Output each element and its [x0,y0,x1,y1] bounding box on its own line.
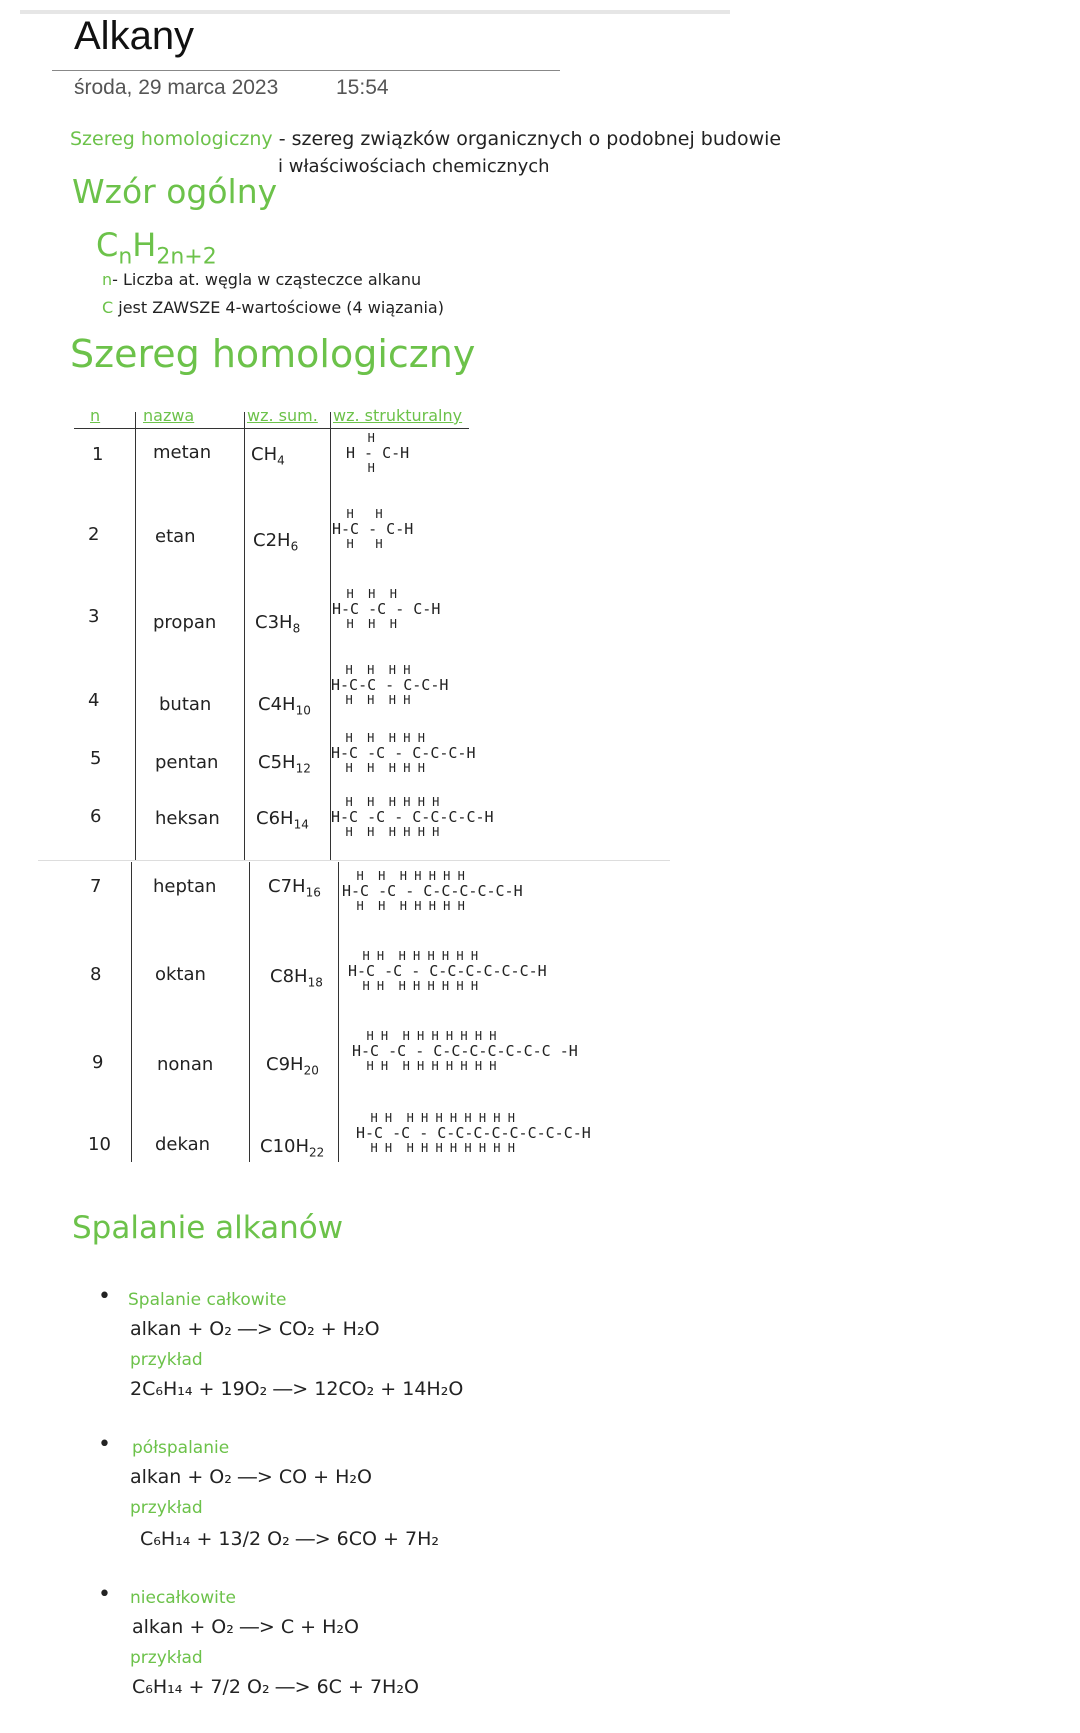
row-10-struct-top: H H H H H H H H H H [356,1111,515,1125]
row-6-struct [331,796,494,839]
definition-dash: - [272,128,292,150]
row-4-sum-sub: 10 [295,703,311,718]
table-vline-2a [244,412,245,860]
definition-text-1: szereg związków organicznych o podobnej budowie [291,128,782,150]
row-3-name: propan [153,612,217,633]
row-6-n: 6 [90,806,102,827]
row-6-sum [256,808,309,832]
row-3-n: 3 [88,606,100,627]
row-6-struct-bottom: H H H H H H [331,824,440,839]
bullet-icon: • [98,1284,111,1309]
row-4-struct-main: H-C-C - C-C-H [331,676,449,695]
row-1-struct [346,432,409,475]
row-7-sum [268,876,321,900]
combustion-1-example-label: przykład [130,1350,203,1370]
row-9-struct-top: H H H H H H H H H [352,1029,497,1043]
general-formula-heading: Wzór ogólny [72,172,278,211]
row-7-struct [342,870,523,913]
row-6-sum-base: C6H [256,808,294,829]
table-vline-1b [131,862,132,1162]
row-5-struct-main: H-C -C - C-C-C-H [331,744,476,763]
row-7-sum-sub: 16 [305,885,321,900]
row-9-sum-base: C9H [266,1054,304,1075]
combustion-1-label: Spalanie całkowite [128,1290,287,1310]
row-2-struct-main: H-C - C-H [332,520,414,539]
row-10-sum-sub: 22 [309,1145,325,1160]
table-header-line [74,428,469,429]
combustion-3-example-label: przykład [130,1648,203,1668]
row-8-n: 8 [90,964,102,985]
row-9-sum [266,1054,319,1078]
formula-n: n [118,244,133,270]
row-5-struct-bottom: H H H H H [331,760,425,775]
row-1-sum-sub: 4 [277,453,285,468]
definition-line [70,128,781,150]
row-2-sum-base: C2H [253,530,291,551]
row-1-n: 1 [92,444,104,465]
row-8-sum-base: C8H [270,966,308,987]
row-4-sum [258,694,311,718]
row-7-name: heptan [153,876,217,897]
definition-text-2: i właściwościach chemicznych [278,156,550,177]
row-10-sum-base: C10H [260,1136,310,1157]
row-7-struct-bottom: H H H H H H H [342,898,465,913]
page-break-line [38,860,670,861]
row-9-struct-bottom: H H H H H H H H H [352,1058,497,1073]
row-4-name: butan [159,694,212,715]
row-9-n: 9 [92,1052,104,1073]
row-9-sum-sub: 20 [303,1063,319,1078]
row-8-sum [270,966,323,990]
combustion-2-example: C₆H₁₄ + 13/2 O₂ ―> 6CO + 7H₂ [140,1528,439,1550]
row-8-struct [348,950,547,993]
table-vline-1a [135,412,136,860]
combustion-heading: Spalanie alkanów [72,1210,344,1246]
row-5-sum-base: C5H [258,752,296,773]
row-2-name: etan [155,526,196,547]
row-3-struct-bottom: H H H [332,616,398,631]
page-title[interactable]: Alkany [74,14,195,58]
combustion-3-general: alkan + O₂ ―> C + H₂O [132,1616,359,1638]
combustion-1-example: 2C₆H₁₄ + 19O₂ ―> 12CO₂ + 14H₂O [130,1378,464,1400]
row-1-struct-main: H - C-H [346,444,410,463]
definition-term: Szereg homologiczny [70,128,273,150]
row-10-sum [260,1136,324,1160]
table-vline-3b [338,862,339,1162]
title-underline [52,70,560,71]
combustion-3-example: C₆H₁₄ + 7/2 O₂ ―> 6C + 7H₂O [132,1676,419,1698]
row-5-sum [258,752,311,776]
combustion-3-label: niecałkowite [130,1588,236,1608]
bullet-icon: • [98,1582,111,1607]
row-8-struct-bottom: H H H H H H H H [348,978,479,993]
row-2-sum-sub: 6 [290,539,299,554]
row-5-name: pentan [155,752,219,773]
row-3-sum-base: C3H [255,612,293,633]
note-c-letter: C [102,298,114,317]
row-3-sum [255,612,300,636]
formula-h-subscript: 2n+2 [156,244,217,270]
row-4-struct-bottom: H H H H [331,692,411,707]
row-4-struct-top: H H H H [331,663,411,677]
row-2-struct-top: H H [332,507,383,521]
row-10-struct [356,1112,591,1155]
row-7-n: 7 [90,876,102,897]
row-1-sum [251,444,285,468]
row-6-name: heksan [155,808,220,829]
row-6-sum-sub: 14 [293,817,309,832]
page-time: 15:54 [336,76,389,99]
row-4-n: 4 [88,690,100,711]
note-n-text: - Liczba at. węgla w cząsteczce alkanu [112,270,422,289]
row-2-struct-bottom: H H [332,536,383,551]
combustion-1-general: alkan + O₂ ―> CO₂ + H₂O [130,1318,380,1340]
col-header-sum: wz. sum. [247,406,318,425]
note-c [102,298,444,317]
formula-c: C [96,226,119,264]
combustion-2-label: półspalanie [132,1438,230,1458]
col-header-struct: wz. strukturalny [333,406,463,425]
row-6-struct-main: H-C -C - C-C-C-C-H [331,808,494,827]
table-vline-2b [249,862,250,1162]
row-8-struct-main: H-C -C - C-C-C-C-C-C-H [348,962,547,981]
row-3-struct-top: H H H [332,587,398,601]
row-9-struct [352,1030,578,1073]
page-date: środa, 29 marca 2023 [74,76,279,99]
note-n [102,270,421,289]
row-3-sum-sub: 8 [292,621,301,636]
row-4-sum-base: C4H [258,694,296,715]
row-3-struct-main: H-C -C - C-H [332,600,441,619]
note-c-text: jest ZAWSZE 4-wartościowe (4 wiązania) [113,298,444,317]
row-4-struct [331,664,448,707]
note-n-letter: n [102,270,113,289]
row-2-n: 2 [88,524,100,545]
row-8-sum-sub: 18 [307,975,323,990]
table-vline-3a [330,412,331,860]
row-5-sum-sub: 12 [295,761,311,776]
row-1-name: metan [153,442,212,463]
row-2-sum [253,530,298,554]
row-6-struct-top: H H H H H H [331,795,440,809]
col-header-n: n [90,406,101,425]
row-9-struct-main: H-C -C - C-C-C-C-C-C-C -H [352,1042,578,1061]
row-8-name: oktan [155,964,206,985]
row-9-name: nonan [157,1054,214,1075]
row-3-struct [332,588,440,631]
row-7-sum-base: C7H [268,876,306,897]
row-10-n: 10 [88,1134,111,1155]
row-1-struct-bottom: H [346,460,375,475]
combustion-2-example-label: przykład [130,1498,203,1518]
row-2-struct [332,508,413,551]
row-5-struct [331,732,476,775]
row-10-struct-main: H-C -C - C-C-C-C-C-C-C-C-H [356,1124,591,1143]
series-heading: Szereg homologiczny [70,332,476,376]
general-formula [96,226,217,269]
row-1-sum-base: CH [251,444,278,465]
col-header-name: nazwa [143,406,195,425]
row-7-struct-main: H-C -C - C-C-C-C-C-H [342,882,523,901]
formula-h: H [132,226,157,264]
row-1-struct-top: H [346,431,375,445]
row-10-name: dekan [155,1134,211,1155]
bullet-icon: • [98,1432,111,1457]
row-7-struct-top: H H H H H H H [342,869,465,883]
combustion-2-general: alkan + O₂ ―> CO + H₂O [130,1466,372,1488]
row-5-struct-top: H H H H H [331,731,425,745]
row-5-n: 5 [90,748,102,769]
row-8-struct-top: H H H H H H H H [348,949,479,963]
row-10-struct-bottom: H H H H H H H H H H [356,1140,515,1155]
